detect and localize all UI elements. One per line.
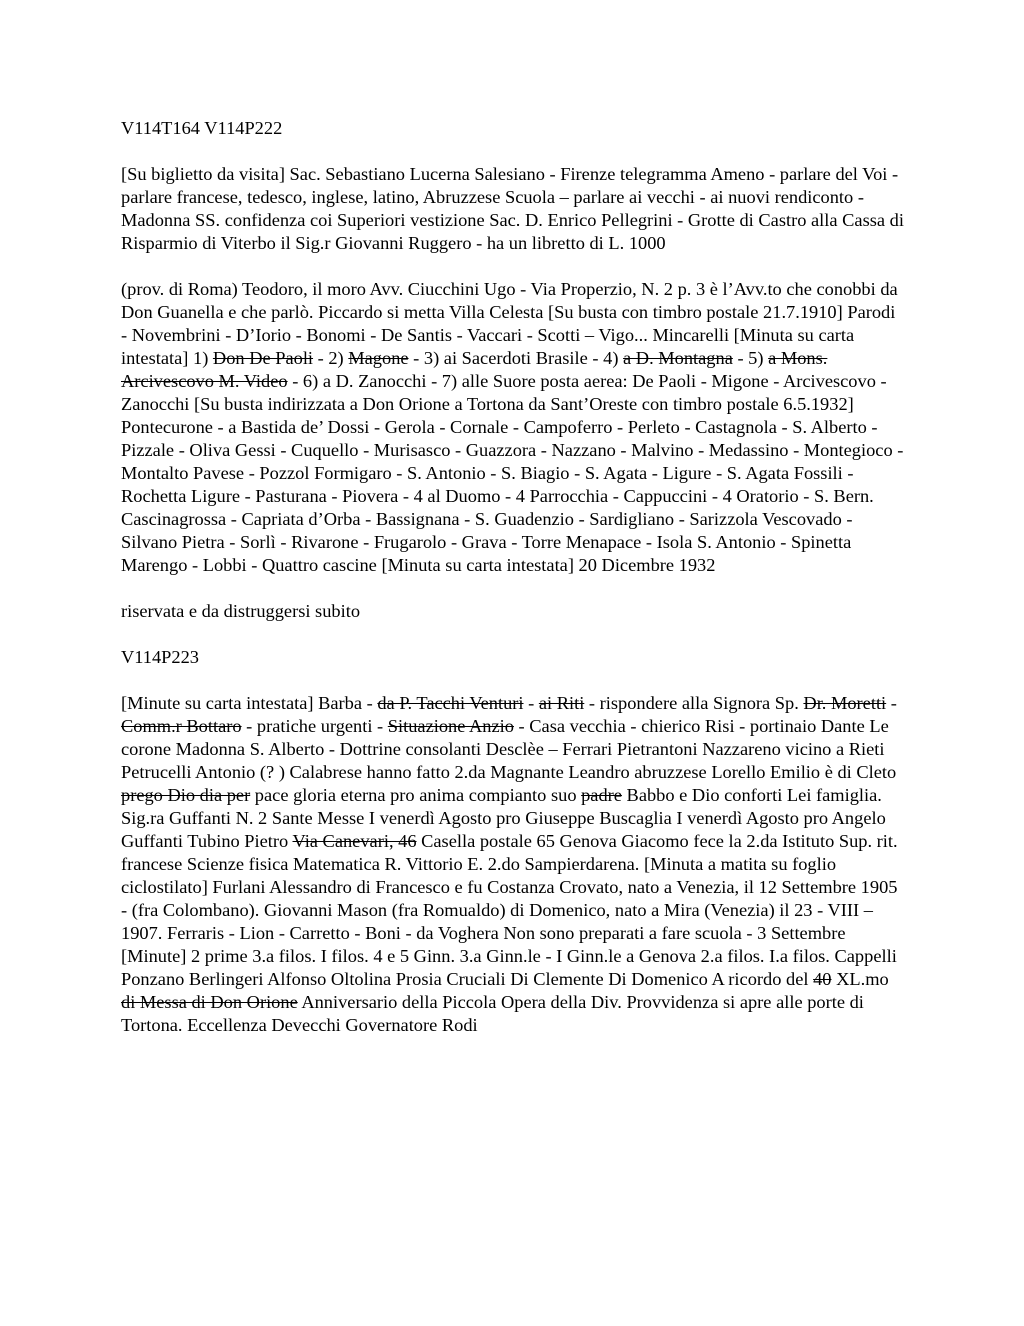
- text-segment: XL.mo: [831, 969, 889, 989]
- paragraph-2: [121, 278, 905, 577]
- struck-text: Dr. Moretti: [803, 693, 887, 713]
- struck-text: prego Dio dia per: [121, 785, 251, 805]
- text-segment: [Su biglietto da visita] Sac. Sebastiano Lucerna Salesiano - Firenze telegramma Ameno - parlare del Voi - parlare francese, tedesco, inglese, latino, Abruzzese Scuola – parlare ai vecchi - ai nuovi rendiconto - Madonna SS. confidenza coi Superiori vestizione Sac. D. Enrico Pellegrini - Grotte di Castro alla Cassa di Risparmio di Viterbo il Sig.r Giovanni Ruggero - ha un libretto di L. 1000: [121, 164, 904, 253]
- struck-text: Don De Paoli: [212, 348, 314, 368]
- text-segment: pace gloria eterna pro anima compianto suo: [250, 785, 582, 805]
- paragraph-4: [121, 692, 905, 1037]
- paragraph-1: [121, 163, 905, 255]
- text-segment: Babbo e Dio conforti Lei famiglia. Sig.ra Guffanti N. 2 Sante Messe I venerdì Agosto pro Giuseppe Buscaglia I venerdì Agosto pro Angelo Guffanti Tubino Pietro: [121, 785, 886, 851]
- text-segment: - rispondere alla Signora Sp.: [584, 693, 804, 713]
- text-segment: - 5): [732, 348, 769, 368]
- struck-text: Situazione Anzio: [387, 716, 514, 736]
- text-segment: - 6) a D. Zanocchi - 7) alle Suore posta aerea: De Paoli - Migone - Arcivescovo - Zanocchi [Su busta indirizzata a Don Orione a Tortona da Sant’Oreste con timbro postale 6.5.1932] Pontecurone - a Bastida de’ Dossi - Gerola - Cornale - Campoferro - Perleto - Castagnola - S. Alberto - Pizzale - Oliva Gessi - Cuquello - Murisasco - Guazzora - Nazzano - Malvino - Medassino - Montegioco - Montalto Pavese - Pozzol Formigaro - S. Antonio - S. Biagio - S. Agata - Ligure - S. Agata Fossili - Rochetta Ligure - Pasturana - Piovera - 4 al Duomo - 4 Parrocchia - Cappuccini - 4 Oratorio - S. Bern. Cascinagrossa - Capriata d’Orba - Bassignana - S. Guadenzio - Sardigliano - Sarizzola Vescovado - Silvano Pietra - Sorlì - Rivarone - Frugarolo - Grava - Torre Menapace - Isola S. Antonio - Spinetta Marengo - Lobbi - Quattro cascine [Minuta su carta intestata] 20 Dicembre 1932: [121, 371, 904, 575]
- text-segment: Casella postale 65 Genova Giacomo fece la 2.da Istituto Sup. rit. francese Scienze fisica Matematica R. Vittorio E. 2.do Sampierdarena. [Minuta a matita su foglio ciclostilato] Furlani Alessandro di Francesco e fu Costanza Crovato, nato a Venezia, il 12 Settembre 1905 - (fra Colombano). Giovanni Mason (fra Romualdo) di Domenico, nato a Mira (Venezia) il 23 - VIII – 1907. Ferraris - Lion - Carretto - Boni - da Voghera Non sono preparati a fare scuola - 3 Settembre [Minute] 2 prime 3.a filos. I filos. 4 e 5 Ginn. 3.a Ginn.le - I Ginn.le a Genova 2.a filos. I.a filos. Cappelli Ponzano Berlingeri Alfonso Oltolina Prosia Cruciali Di Clemente Di Domenico A ricordo del: [121, 831, 898, 989]
- section-heading: V114P223: [121, 647, 199, 667]
- text-segment: (prov. di Roma) Teodoro, il moro Avv. Ciucchini Ugo - Via Properzio, N. 2 p. 3 è l’Avv.to che conobbi da Don Guanella e che parlò. Piccardo si metta Villa Celesta [Su busta con timbro postale 21.7.1910] Parodi - Novembrini - D’Iorio - Bonomi - De Santis - Vaccari - Scotti – Vigo... Mincarelli [Minuta su carta intestata] 1): [121, 279, 898, 368]
- struck-text: ai Riti: [538, 693, 585, 713]
- struck-text: Via Canevari, 46: [292, 831, 417, 851]
- text-segment: -: [886, 693, 897, 713]
- text-segment: - 2): [313, 348, 349, 368]
- text-segment: riservata e da distruggersi subito: [121, 601, 361, 621]
- text-segment: - 3) ai Sacerdoti Brasile - 4): [408, 348, 624, 368]
- text-segment: -: [523, 693, 539, 713]
- struck-text: a D. Montagna: [623, 348, 733, 368]
- text-segment: - Casa vecchia - chierico Risi - portinaio Dante Le corone Madonna S. Alberto - Dottrine consolanti Desclèe – Ferrari Pietrantoni Nazzareno vicino a Rieti Petrucelli Antonio (? ) Calabrese hanno fatto 2.da Magnante Leandro abruzzese Lorello Emilio è di Cleto: [121, 716, 897, 782]
- paragraph-3: [121, 600, 905, 623]
- text-segment: - pratiche urgenti -: [241, 716, 388, 736]
- struck-text: di Messa di Don Orione: [121, 992, 298, 1012]
- text-segment: [Minute su carta intestata] Barba -: [121, 693, 378, 713]
- text-segment: Anniversario della Piccola Opera della Div. Provvidenza si apre alle porte di Tortona. Eccellenza Devecchi Governatore Rodi: [121, 992, 864, 1035]
- document-heading: V114T164 V114P222: [121, 118, 283, 138]
- struck-text: da P. Tacchi Venturi: [377, 693, 524, 713]
- struck-text: 40: [813, 969, 832, 989]
- struck-text: Magone: [348, 348, 409, 368]
- struck-text: padre: [581, 785, 622, 805]
- struck-text: a Mons. Arcivescovo M. Video: [121, 348, 828, 391]
- struck-text: Comm.r Bottaro: [121, 716, 242, 736]
- document-page: [121, 117, 905, 1060]
